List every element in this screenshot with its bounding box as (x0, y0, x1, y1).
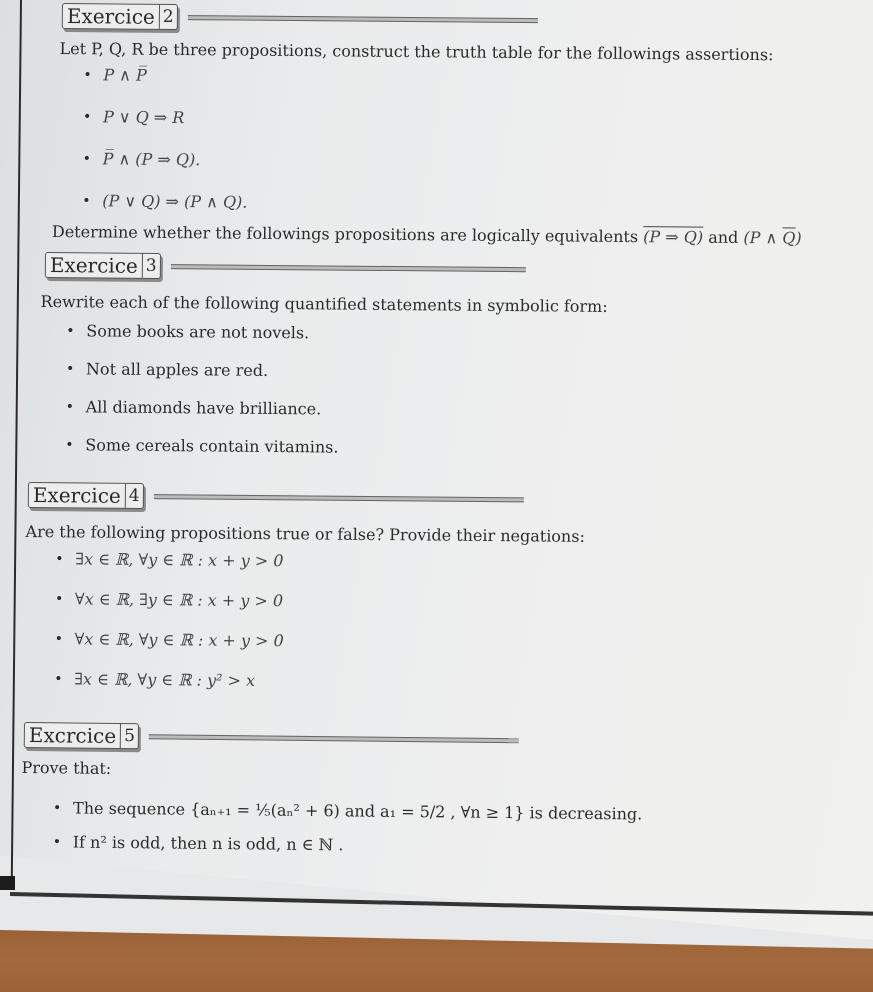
item-text: Not all apples are red. (85, 359, 269, 380)
exercise-number: 4 (125, 484, 143, 508)
list-item (55, 585, 585, 618)
bullet-icon: • (65, 361, 75, 378)
exercise-number: 5 (120, 724, 138, 748)
exercise-intro: Rewrite each of the following quantified statements in symbolic form: (40, 291, 608, 316)
item-text: Some cereals contain vitamins. (85, 435, 339, 457)
exercise-title-box (24, 722, 139, 749)
item-text: P ∧ P̅ (103, 65, 147, 85)
bullet-icon: • (82, 109, 92, 126)
item-text: ∀x ∈ ℝ, ∃y ∈ ℝ : x + y > 0 (74, 589, 284, 611)
bullet-icon: • (53, 800, 62, 817)
expression-p-and-not-q: (P ∧ $\overline{Q}$) (743, 228, 802, 248)
exercise-title-box (28, 482, 144, 509)
bullet-icon: • (65, 437, 74, 454)
item-text: Some books are not novels. (86, 321, 310, 343)
exercise-header (28, 482, 586, 513)
bullet-icon: • (83, 67, 92, 84)
bullet-icon: • (82, 193, 91, 210)
item-text: The sequence {aₙ₊₁ = ⅕(aₙ² + 6) and a₁ = 5/2 , ∀n ≥ 1} is decreasing. (73, 798, 643, 824)
exercise-intro: Prove that: (21, 757, 112, 778)
exercise-4 (26, 482, 585, 698)
corner-marker-square (0, 876, 15, 890)
list-item (66, 317, 607, 350)
exercise-3 (40, 252, 608, 464)
wooden-desk-background (0, 930, 873, 992)
list-item (55, 625, 585, 658)
bullet-icon: • (54, 631, 63, 648)
exercise-item-list (53, 795, 643, 861)
expression-negated-implication: (P ⇒ Q) (643, 227, 704, 247)
exercise-item-list (54, 545, 585, 698)
list-item (66, 355, 607, 388)
bullet-icon: • (55, 551, 64, 568)
item-text: P ∨ Q ⇒ R (102, 107, 185, 128)
bullet-icon: • (54, 671, 63, 688)
exercise-intro: Are the following propositions true or false? Provide their negations: (25, 521, 585, 546)
list-item (83, 60, 773, 96)
list-item (54, 665, 584, 698)
bullet-icon: • (82, 151, 91, 168)
exercise-label: Exercice (49, 253, 138, 278)
exercise-header (24, 722, 643, 754)
bullet-icon: • (52, 834, 62, 851)
equivalence-text: Determine whether the followings propositions are logically equivalents (51, 222, 639, 247)
item-text: ∀x ∈ ℝ, ∀y ∈ ℝ : x + y > 0 (74, 629, 284, 651)
exercise-2 (60, 3, 774, 222)
item-text: ∃x ∈ ℝ, ∀y ∈ ℝ : x + y > 0 (75, 549, 284, 571)
exercise-label: Exercice (32, 483, 121, 508)
exercise-item-list (82, 60, 773, 222)
exercise-number: 2 (159, 5, 177, 29)
exercise-item-list (65, 317, 607, 464)
list-item (83, 144, 773, 180)
bullet-icon: • (66, 323, 75, 340)
list-item (83, 102, 773, 138)
exercise-5 (23, 722, 644, 861)
exercise-intro: Let P, Q, R be three propositions, construct the truth table for the followings assertions: (59, 38, 774, 65)
exercise-label: Excrcice (28, 723, 117, 748)
item-text: If n² is odd, then n is odd, n ∈ ℕ . (72, 832, 344, 855)
item-text: (P ∨ Q) ⇒ (P ∧ Q). (102, 191, 248, 212)
item-text: ∃x ∈ ℝ, ∀y ∈ ℝ : y² > x (74, 669, 256, 690)
bullet-icon: • (54, 591, 64, 608)
exercise-title-box (62, 3, 178, 30)
exercise-label: Exercice (66, 4, 155, 29)
exercise-header (62, 3, 774, 35)
header-rule (188, 15, 538, 23)
item-text: P̅ ∧ (P ⇒ Q). (102, 149, 201, 170)
header-rule (154, 494, 524, 502)
header-rule (149, 734, 519, 743)
exercise-number: 3 (142, 254, 160, 278)
list-item (82, 186, 772, 222)
exercise-title-box (45, 252, 161, 279)
bullet-icon: • (65, 399, 74, 416)
list-item (53, 795, 642, 827)
list-item (55, 545, 585, 578)
exercise-header (45, 252, 608, 283)
item-text: All diamonds have brilliance. (85, 397, 322, 419)
and-word: and (708, 227, 739, 247)
header-rule (171, 264, 526, 272)
list-item (66, 393, 607, 426)
list-item (65, 431, 606, 464)
